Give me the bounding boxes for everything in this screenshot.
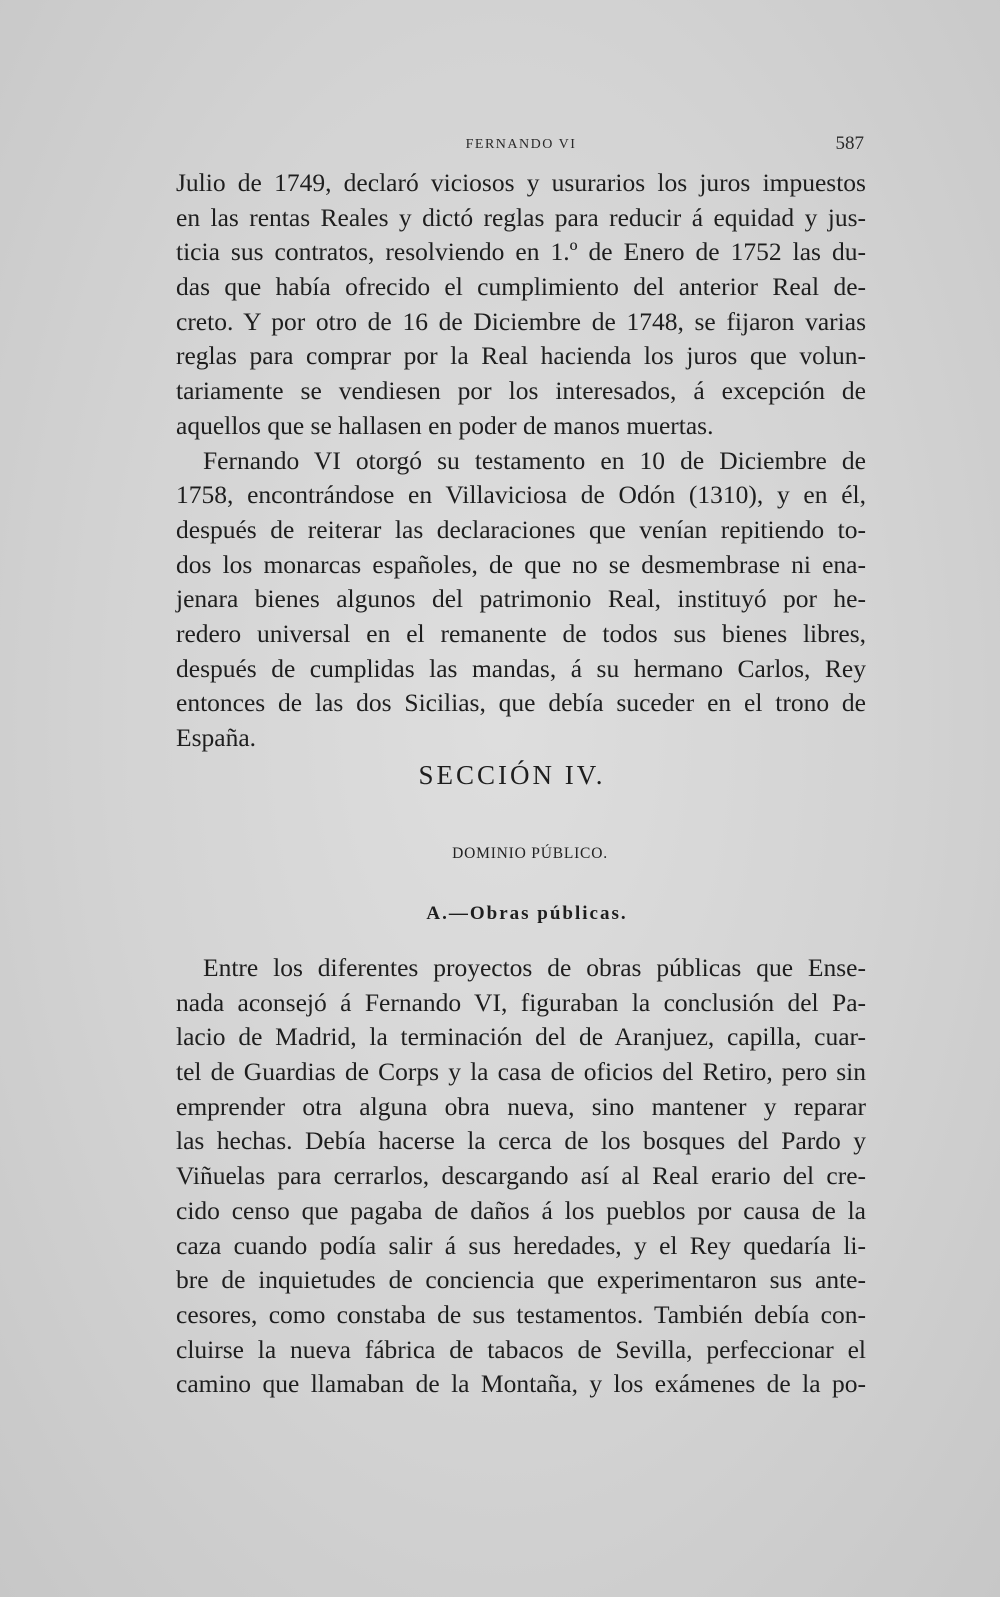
text-line: Viñuelas para cerrarlos, descargando así al Real erario del cre- <box>176 1161 866 1191</box>
subsection-heading: A.—Obras públicas. <box>426 903 628 924</box>
text-line: jenara bienes algunos del patrimonio Real, instituyó por he- <box>176 584 866 614</box>
text-line: entonces de las dos Sicilias, que debía suceder en el trono de <box>176 688 866 718</box>
paragraph-testamento <box>176 444 866 756</box>
text-line: tel de Guardias de Corps y la casa de oficios del Retiro, pero sin <box>176 1057 866 1087</box>
text-block-lower <box>176 951 866 1402</box>
text-line: caza cuando podía salir á sus heredades, y el Rey quedaría li- <box>176 1230 866 1260</box>
text-line: reglas para comprar por la Real hacienda los juros que volun- <box>176 341 866 371</box>
text-line: en las rentas Reales y dictó reglas para reducir á equidad y jus- <box>176 202 866 232</box>
text-line: España. <box>176 723 257 752</box>
page-number: 587 <box>835 133 864 154</box>
text-line: camino que llamaban de la Montaña, y los exámenes de la po- <box>176 1369 866 1399</box>
text-line: Julio de 1749, declaró viciosos y usurarios los juros impuestos <box>176 168 866 197</box>
text-line: bre de inquietudes de conciencia que experimentaron sus ante- <box>176 1265 866 1295</box>
text-line: emprender otra alguna obra nueva, sino mantener y reparar <box>176 1091 866 1121</box>
text-block-upper <box>176 166 866 756</box>
section-title: SECCIÓN IV. <box>418 760 606 790</box>
text-line: ticia sus contratos, resolviendo en 1.º de Enero de 1752 las du- <box>176 237 866 267</box>
text-line: redero universal en el remanente de todos sus bienes libres, <box>176 618 866 648</box>
text-line: cesores, como constaba de sus testamentos. También debía con- <box>176 1299 866 1329</box>
text-line: dos los monarcas españoles, de que no se desmembrase ni ena- <box>176 549 866 579</box>
text-line: Entre los diferentes proyectos de obras públicas que Ense- <box>203 953 866 982</box>
text-line: después de reiterar las declaraciones que venían repitiendo to- <box>176 514 866 544</box>
text-line: cluirse la nueva fábrica de tabacos de Sevilla, perfeccionar el <box>176 1334 866 1364</box>
page-header <box>176 133 866 157</box>
text-line: tariamente se vendiesen por los interesados, á excepción de <box>176 376 866 406</box>
text-line: lacio de Madrid, la terminación del de Aranjuez, capilla, cuar- <box>176 1022 866 1052</box>
text-line: cido censo que pagaba de daños á los pueblos por causa de la <box>176 1195 866 1225</box>
paragraph-juros <box>176 166 866 444</box>
text-line: después de cumplidas las mandas, á su hermano Carlos, Rey <box>176 653 866 683</box>
text-line: 1758, encontrándose en Villaviciosa de Odón (1310), y en él, <box>176 480 866 510</box>
text-line: creto. Y por otro de 16 de Diciembre de 1748, se fijaron varias <box>176 306 866 336</box>
text-line: das que había ofrecido el cumplimiento del anterior Real de- <box>176 272 866 302</box>
text-line: las hechas. Debía hacerse la cerca de los bosques del Pardo y <box>176 1126 866 1156</box>
paragraph-obras <box>176 951 866 1402</box>
text-line: nada aconsejó á Fernando VI, figuraban la conclusión del Pa- <box>176 987 866 1017</box>
text-line: aquellos que se hallasen en poder de manos muertas. <box>176 410 714 440</box>
running-head: FERNANDO VI <box>465 137 577 152</box>
section-subtitle: DOMINIO PÚBLICO. <box>452 845 608 862</box>
text-line: Fernando VI otorgó su testamento en 10 de Diciembre de <box>203 445 866 475</box>
